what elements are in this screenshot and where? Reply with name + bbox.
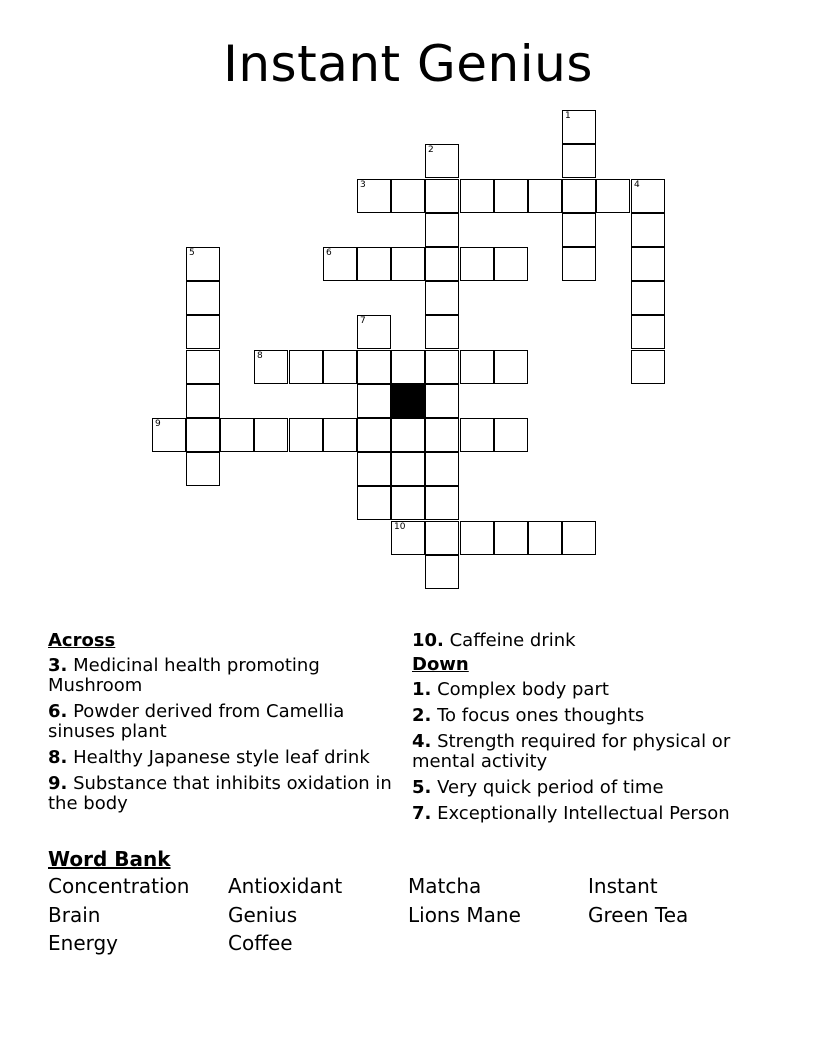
crossword-cell[interactable] [631,179,665,213]
clue-number: 3 [360,180,366,190]
crossword-cell[interactable] [528,521,562,555]
crossword-cell[interactable] [220,418,254,452]
word-bank-item: Lions Mane [408,903,521,927]
crossword-cell[interactable] [494,521,528,555]
crossword-cell[interactable] [460,350,494,384]
word-bank-item: Instant [588,874,658,898]
clue-number: 10 [394,522,406,532]
down-heading: Down [412,654,469,675]
across-heading: Across [48,630,116,651]
crossword-cell[interactable] [391,247,425,281]
crossword-cell[interactable] [562,521,596,555]
crossword-cell[interactable] [425,555,459,589]
crossword-cell[interactable] [323,350,357,384]
crossword-cell[interactable] [494,247,528,281]
crossword-cell[interactable] [631,350,665,384]
clue-down-2: 2. To focus ones thoughts [412,705,645,726]
crossword-cell[interactable] [391,486,425,520]
crossword-cell[interactable] [254,418,288,452]
word-bank-item: Antioxidant [228,874,343,898]
clue-across-10: 10. Caffeine drink [412,630,576,651]
crossword-cell[interactable] [425,281,459,315]
crossword-cell[interactable] [391,418,425,452]
down-clues [412,631,772,830]
crossword-cell[interactable] [562,213,596,247]
crossword-cell[interactable] [186,418,220,452]
crossword-cell[interactable] [494,418,528,452]
crossword-cell[interactable] [391,452,425,486]
crossword-cell[interactable] [631,315,665,349]
page-title: Instant Genius [223,35,593,93]
crossword-cell[interactable] [425,144,459,178]
crossword-cell[interactable] [254,350,288,384]
crossword-cell[interactable] [391,179,425,213]
across-clues [48,631,393,820]
crossword-cell[interactable] [562,247,596,281]
crossword-cell[interactable] [425,247,459,281]
crossword-cell[interactable] [357,350,391,384]
crossword-cell[interactable] [357,418,391,452]
crossword-cell[interactable] [323,247,357,281]
crossword-cell[interactable] [425,350,459,384]
word-bank-item: Green Tea [588,903,689,927]
crossword-cell[interactable] [494,350,528,384]
crossword-cell[interactable] [562,144,596,178]
word-bank-item: Genius [228,903,298,927]
crossword-cell[interactable] [562,179,596,213]
word-bank-item: Concentration [48,874,190,898]
crossword-cell[interactable] [357,486,391,520]
crossword-cell[interactable] [186,452,220,486]
clue-number: 8 [257,351,263,361]
crossword-cell[interactable] [186,247,220,281]
crossword-cell[interactable] [323,418,357,452]
crossword-cell[interactable] [186,315,220,349]
crossword-cell[interactable] [357,179,391,213]
clue-down-5: 5. Very quick period of time [412,777,664,798]
crossword-cell[interactable] [357,452,391,486]
clue-down-7: 7. Exceptionally Intellectual Person [412,803,730,824]
clue-down-4: 4. Strength required for physical or mental activity [412,731,731,772]
crossword-cell[interactable] [357,384,391,418]
clue-number: 2 [428,145,434,155]
crossword-cell[interactable] [425,418,459,452]
clue-number: 5 [189,248,195,258]
crossword-cell[interactable] [289,350,323,384]
crossword-cell[interactable] [494,179,528,213]
crossword-cell[interactable] [528,179,562,213]
crossword-cell[interactable] [152,418,186,452]
crossword-cell[interactable] [425,213,459,247]
crossword-cell[interactable] [425,315,459,349]
clue-number: 7 [360,316,366,326]
clue-across-8: 8. Healthy Japanese style leaf drink [48,747,370,768]
crossword-cell[interactable] [289,418,323,452]
word-bank-item: Brain [48,903,101,927]
word-bank-item: Matcha [408,874,482,898]
crossword-cell[interactable] [631,213,665,247]
crossword-cell[interactable] [562,110,596,144]
crossword-cell[interactable] [425,179,459,213]
crossword-cell[interactable] [357,315,391,349]
crossword-cell[interactable] [460,418,494,452]
crossword-cell[interactable] [631,247,665,281]
crossword-cell[interactable] [391,521,425,555]
crossword-cell[interactable] [391,350,425,384]
word-bank-item: Energy [48,931,119,955]
clue-across-6: 6. Powder derived from Camellia sinuses plant [48,701,345,742]
word-bank-item: Coffee [228,931,293,955]
clue-number: 1 [565,111,571,121]
clue-number: 9 [155,419,161,429]
clue-down-1: 1. Complex body part [412,679,609,700]
crossword-cell[interactable] [425,452,459,486]
crossword-cell[interactable] [186,350,220,384]
crossword-cell[interactable] [425,384,459,418]
crossword-cell[interactable] [357,247,391,281]
crossword-cell[interactable] [460,521,494,555]
crossword-block [391,384,425,418]
clue-across-3: 3. Medicinal health promoting Mushroom [48,655,320,696]
clue-number: 6 [326,248,332,258]
crossword-cell[interactable] [596,179,630,213]
crossword-cell[interactable] [460,179,494,213]
crossword-cell[interactable] [186,384,220,418]
crossword-cell[interactable] [631,281,665,315]
crossword-cell[interactable] [425,521,459,555]
crossword-cell[interactable] [186,281,220,315]
word-bank-heading: Word Bank [48,847,171,871]
clue-number: 4 [634,180,640,190]
clue-across-9: 9. Substance that inhibits oxidation in the body [48,773,392,814]
crossword-cell[interactable] [460,247,494,281]
crossword-cell[interactable] [425,486,459,520]
